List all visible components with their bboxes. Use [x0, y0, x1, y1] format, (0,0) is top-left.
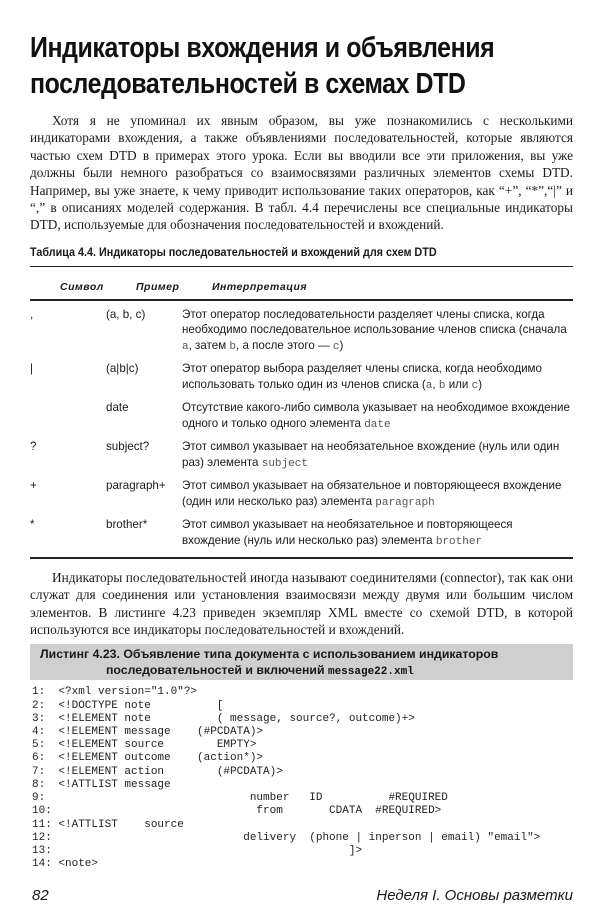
row-example: brother*: [106, 518, 148, 532]
interpretation-text: Отсутствие какого-либо символа указывает на необходимое вхождение одного и только одного элемента: [182, 401, 570, 430]
table-row: [30, 514, 573, 553]
row-interpretation: [182, 439, 573, 472]
row-interpretation: [182, 307, 573, 356]
row-symbol: [30, 400, 106, 433]
code-term: a: [425, 379, 433, 392]
code-term: b: [438, 379, 446, 392]
code-line: 14: <note>: [32, 858, 99, 871]
code-line: 2: <!DOCTYPE note [: [32, 699, 224, 712]
code-term: date: [364, 418, 391, 431]
row-example: date: [106, 401, 129, 415]
section-title: [30, 30, 497, 102]
code-line: 12: delivery (phone | inperson | email) "email">: [32, 831, 541, 844]
intro-paragraph: Хотя я не упоминал их явным образом, вы уже познакомились с несколькими индикаторами вхождения, а также объявлениями последовательностей, которые являются частью схем DTD в примерах этого урока. Если вы вводили все эти приложения, вы уже должны были немного разобраться со взаимосвязями различных элементов схемы DTD. Например, вы уже знаете, к чему приводит использование таких операторов, как “+”, “*”,“|” и “,” в описаниях моделей содержания. В табл. 4.4 перечислены все специальные индикаторы DTD, используемые для обозначения последовательностей и вхождений.: [30, 113, 573, 233]
row-symbol: +: [30, 479, 37, 493]
table-bottom-rule: [30, 557, 573, 559]
header-interpretation: Интерпретация: [212, 281, 308, 294]
code-line: 3: <!ELEMENT note ( message, source?, outcome)+>: [32, 712, 415, 725]
title-line: последовательностей в схемах DTD: [30, 68, 466, 100]
page-footer: [30, 887, 573, 905]
listing-caption-text: последовательностей и включений: [106, 663, 328, 678]
listing-caption: [30, 644, 573, 680]
listing-filename: message22.xml: [327, 666, 414, 679]
code-term: c: [471, 379, 479, 392]
code-line: 7: <!ELEMENT action (#PCDATA)>: [32, 765, 283, 778]
table-header: [30, 275, 573, 299]
table-body: [30, 301, 573, 558]
header-example: Пример: [136, 281, 180, 294]
code-line: 9: number ID #REQUIRED: [32, 792, 448, 805]
interpretation-text: или: [445, 377, 472, 391]
code-line: 1: <?xml version="1.0"?>: [32, 686, 198, 699]
code-term: b: [229, 340, 236, 353]
table-row: [30, 397, 573, 436]
page-number: 82: [32, 887, 49, 905]
code-term: a: [182, 340, 189, 353]
interpretation-text: Этот оператор выбора разделяет члены списка, когда необходимо использовать только один из членов списка (: [182, 362, 542, 391]
interpretation-text: Этот оператор последовательности разделяет члены списка, когда необходимо последовательное использование членов списка (сначала: [182, 307, 567, 337]
table-row: [30, 475, 573, 514]
interpretation-text: ): [478, 377, 483, 391]
table-top-rule: [30, 266, 573, 268]
row-symbol: |: [30, 362, 34, 376]
row-symbol: *: [30, 518, 35, 532]
interpretation-text: Этот символ указывает на обязательное и повторяющееся вхождение (один или несколько раз) элемента: [182, 479, 562, 508]
interpretation-text: , затем: [188, 338, 230, 352]
connector-paragraph: Индикаторы последовательностей иногда называют соединителями (connector), так как они служат для соединения или установления взаимосвязи между двумя или большим числом элементов. В листинге 4.23 приведен экземпляр XML вместе со схемой DTD, в которой используются все индикаторы последовательностей и вхождений.: [30, 569, 573, 638]
code-line: 6: <!ELEMENT outcome (action*)>: [32, 752, 264, 765]
code-line: 4: <!ELEMENT message (#PCDATA)>: [32, 726, 264, 739]
code-line: 11: <!ATTLIST source: [32, 818, 184, 831]
row-interpretation: [182, 361, 573, 394]
code-term: subject: [261, 457, 308, 470]
row-example: paragraph+: [106, 479, 166, 493]
row-example: subject?: [106, 440, 150, 454]
title-line: Индикаторы вхождения и объявления: [30, 32, 495, 64]
row-symbol: ?: [30, 440, 37, 454]
table-row: [30, 436, 573, 475]
row-example: (a, b, c): [106, 307, 146, 321]
code-line: 8: <!ATTLIST message: [32, 778, 171, 791]
listing-caption-line2: [106, 662, 414, 680]
row-interpretation: [182, 478, 573, 511]
interpretation-text: ): [339, 338, 344, 352]
interpretation-text: , а после этого —: [236, 338, 333, 352]
row-symbol: ,: [30, 307, 34, 321]
code-term: paragraph: [375, 496, 435, 509]
interpretation-text: ,: [432, 377, 439, 391]
code-listing: [30, 686, 573, 871]
code-term: c: [332, 340, 340, 353]
code-line: 5: <!ELEMENT source EMPTY>: [32, 739, 257, 752]
running-footer: Неделя I. Основы разметки: [376, 887, 573, 905]
code-term: brother: [435, 535, 483, 548]
table-caption: Таблица 4.4. Индикаторы последовательностей и вхождений для схем DTD: [30, 244, 437, 259]
row-interpretation: [182, 400, 573, 433]
row-example: (a|b|c): [106, 362, 139, 376]
row-interpretation: [182, 517, 573, 550]
interpretation-text: Этот символ указывает на необязательное вхождение (нуль или один раз) элемента: [182, 440, 560, 469]
code-line: 10: from CDATA #REQUIRED>: [32, 805, 442, 818]
table-row: [30, 304, 573, 359]
listing-caption-line1: Листинг 4.23. Объявление типа документа с использованием индикаторов: [40, 647, 499, 662]
table-row: [30, 358, 573, 397]
code-line: 13: ]>: [32, 844, 363, 857]
interpretation-text: Этот символ указывает на необязательное и повторяющееся вхождение (нуль или несколько раз) элемента: [182, 518, 513, 547]
header-symbol: Символ: [60, 281, 104, 294]
